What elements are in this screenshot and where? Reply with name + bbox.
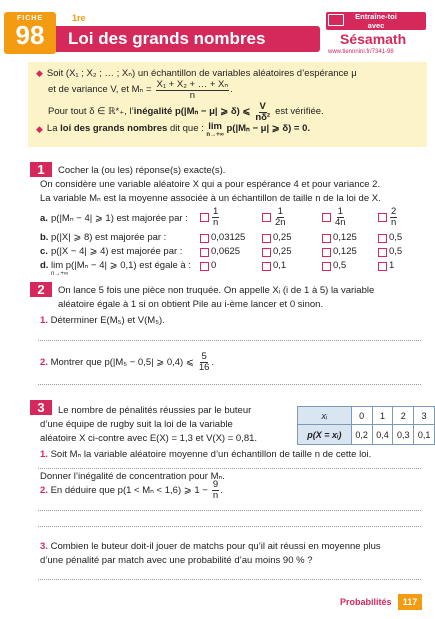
exercise-3-q2: 2. En déduire que p(1 < Mₙ < 1,6) ⩾ 1 − $\frac{9}{n}$ . — [40, 479, 223, 501]
limit-subscript: n→+∞ — [51, 271, 69, 277]
table-row — [298, 425, 435, 445]
exercise-2-q1: 1. Déterminer E(M₅) et V(M₅). — [40, 315, 165, 326]
summary-line-3: Pour tout δ ∈ ℝ*₊, l’ inégalité p(|Mₙ − μ| ⩾ δ) ⩽ $\frac{V}{\text{nδ²}}$ est vérifiée. — [48, 101, 324, 123]
qcm-row-label: a. — [40, 213, 48, 224]
checkbox[interactable] — [378, 234, 387, 243]
table-cell: 0,3 — [393, 425, 414, 445]
exercise-2-q2: 2. Montrer que p(|M₅ − 0,5| ⩾ 0,4) ⩽ $\frac{5}{16}$ . — [40, 351, 215, 373]
checkbox[interactable] — [322, 234, 331, 243]
qcm-row — [0, 207, 435, 227]
exercise-3-q3-line1: 3. Combien le buteur doit-il jouer de matchs pour qu’il ait réussi en moyenne plus — [40, 541, 381, 552]
qcm-option[interactable] — [262, 207, 288, 227]
table-cell: 0,2 — [351, 425, 372, 445]
footer-section: Probabilités — [340, 597, 392, 607]
exercise-number-badge: 2 — [30, 282, 52, 297]
checkbox[interactable] — [322, 262, 331, 271]
qcm-option[interactable] — [378, 232, 402, 243]
page-number-badge — [398, 594, 422, 610]
qcm-option[interactable] — [200, 246, 240, 257]
badge-line1: Entraîne-toi — [355, 12, 397, 21]
summary-box — [28, 62, 427, 147]
exercise-3-intro-2: d’une équipe de rugby suit la loi de la variable — [40, 419, 233, 430]
page-number: 117 — [402, 597, 418, 607]
option-fraction: $\frac{2}{n}$ — [391, 206, 397, 228]
checkbox[interactable] — [200, 213, 209, 222]
exercise-2-intro-2: aléatoire égale à 1 si on obtient Pile au i-ème lancer et 0 sinon. — [58, 299, 324, 310]
option-label: 0,25 — [273, 232, 292, 243]
exercise-1-intro-1: On considère une variable aléatoire X qui a pour espérance 4 et pour variance 2. — [40, 179, 381, 190]
table-cell: 3 — [414, 407, 435, 425]
option-label: 0,25 — [273, 246, 292, 257]
qcm-row-text: p(|X| ⩾ 8) est majorée par : — [51, 232, 167, 243]
option-label: 0 — [211, 260, 217, 271]
badge-url[interactable]: www.tiennnini.fr/7341-98 — [328, 49, 394, 55]
option-label: 1 — [389, 260, 395, 271]
option-fraction: $\frac{1}{4n}$ — [335, 206, 346, 228]
checkbox[interactable] — [262, 248, 271, 257]
checkbox[interactable] — [262, 234, 271, 243]
checkbox[interactable] — [378, 262, 387, 271]
badge-line2: avec — [367, 21, 385, 30]
table-cell: 2 — [393, 407, 414, 425]
checkbox[interactable] — [378, 248, 387, 257]
checkbox[interactable] — [262, 213, 271, 222]
answer-line[interactable] — [38, 510, 421, 511]
answer-line[interactable] — [38, 384, 421, 385]
qcm-row — [0, 260, 435, 280]
option-label: 0,0625 — [211, 246, 241, 257]
table-cell: 0,1 — [414, 425, 435, 445]
qcm-option[interactable] — [378, 246, 402, 257]
option-label: 0,125 — [333, 232, 357, 243]
option-label: 0,125 — [333, 246, 357, 257]
option-fraction: $\frac{1}{n}$ — [213, 206, 219, 228]
exercise-number-badge: 1 — [30, 162, 52, 177]
level-badge: 1re — [72, 13, 86, 23]
qcm-option[interactable] — [262, 232, 292, 243]
answer-line[interactable] — [38, 340, 421, 341]
answer-line[interactable] — [38, 468, 421, 469]
fiche-badge — [4, 12, 56, 54]
page-title: Loi des grands nombres — [68, 29, 266, 48]
answer-line[interactable] — [38, 526, 421, 527]
qcm-option[interactable] — [322, 232, 357, 243]
qcm-option[interactable] — [322, 246, 357, 257]
answer-line[interactable] — [38, 579, 421, 580]
exercise-1-title: Cocher la (ou les) réponse(s) exacte(s). — [58, 165, 226, 176]
probability-table — [297, 406, 435, 445]
title-banner — [56, 26, 320, 52]
qcm-row-text: lim p(|Mₙ − 4| ⩾ 0,1) est égale à : — [51, 260, 191, 271]
qcm-option[interactable] — [262, 246, 292, 257]
computer-icon — [328, 14, 344, 26]
sesamath-badge[interactable] — [326, 12, 426, 60]
bullet-icon: ◆ — [36, 124, 43, 134]
option-label: 0,5 — [389, 232, 403, 243]
qcm-option[interactable] — [378, 260, 394, 271]
checkbox[interactable] — [322, 213, 331, 222]
bullet-icon: ◆ — [36, 68, 43, 78]
table-head: xᵢ — [298, 407, 352, 425]
exercise-number-badge: 3 — [30, 400, 52, 415]
summary-line-2: et de variance V, et Mₙ = $\frac{\text{X₁ + X₂ + … + Xₙ}}{n}$ . — [48, 79, 233, 101]
table-cell: 0,4 — [372, 425, 393, 445]
qcm-option[interactable] — [200, 232, 245, 243]
exercise-3-intro-3: aléatoire X ci-contre avec E(X) = 1,3 et V(X) = 0,81. — [40, 433, 258, 444]
qcm-option[interactable] — [378, 207, 398, 227]
table-cell: 0 — [351, 407, 372, 425]
exercise-3 — [0, 398, 435, 588]
option-fraction: $\frac{1}{2n}$ — [275, 206, 286, 228]
table-row — [298, 407, 435, 425]
qcm-row-text: p(|X − 4| ⩾ 4) est majorée par : — [51, 246, 183, 257]
option-label: 0,5 — [333, 260, 347, 271]
exercise-2 — [0, 280, 435, 390]
checkbox[interactable] — [200, 262, 209, 271]
fiche-number: 98 — [15, 20, 45, 50]
qcm-row-label: c. — [40, 246, 48, 257]
summary-line-1: ◆ Soit (X₁ ; X₂ ; … ; Xₙ) un échantillon de variables aléatoires d’espérance μ — [36, 68, 357, 79]
brand-logo: Sésamath — [340, 31, 407, 47]
exercise-3-q1-line2: Donner l’inégalité de concentration pour Mₙ. — [40, 471, 225, 482]
qcm-option[interactable] — [200, 260, 216, 271]
exercise-1-intro-2: La variable Mₙ est la moyenne associée à un échantillon de taille n de la loi de X. — [40, 193, 381, 204]
qcm-option[interactable] — [322, 260, 346, 271]
qcm-row-text: p(|Mₙ − 4| ⩾ 1) est majorée par : — [51, 213, 188, 224]
exercise-3-intro-1: Le nombre de pénalités réussies par le buteur — [58, 405, 252, 416]
exercise-3-q1: 1. Soit Mₙ la variable aléatoire moyenne d’un échantillon de taille n de cette loi. — [40, 449, 372, 460]
option-label: 0,5 — [389, 246, 403, 257]
exercise-3-q3-line2: d’une pénalité par match avec une probabilité d’au moins 90 % ? — [40, 555, 313, 566]
checkbox[interactable] — [262, 262, 271, 271]
table-head: p(X = xᵢ) — [298, 425, 352, 445]
exercise-1 — [0, 160, 435, 278]
table-cell: 1 — [372, 407, 393, 425]
qcm-option[interactable] — [322, 207, 348, 227]
qcm-option[interactable] — [200, 207, 220, 227]
qcm-option[interactable] — [262, 260, 286, 271]
summary-line-4: ◆ La loi des grands nombres dit que : lim n→+∞ p(|Mₙ − μ| ⩾ δ) = 0. — [36, 121, 311, 138]
checkbox[interactable] — [200, 248, 209, 257]
checkbox[interactable] — [378, 213, 387, 222]
qcm-row-label: d. — [40, 260, 49, 271]
fiche-label: FICHE — [17, 15, 43, 22]
option-label: 0,1 — [273, 260, 287, 271]
checkbox[interactable] — [200, 234, 209, 243]
exercise-2-intro-1: On lance 5 fois une pièce non truquée. On appelle Xᵢ (i de 1 à 5) la variable — [58, 285, 375, 296]
qcm-row-label: b. — [40, 232, 49, 243]
checkbox[interactable] — [322, 248, 331, 257]
option-label: 0,03125 — [211, 232, 246, 243]
